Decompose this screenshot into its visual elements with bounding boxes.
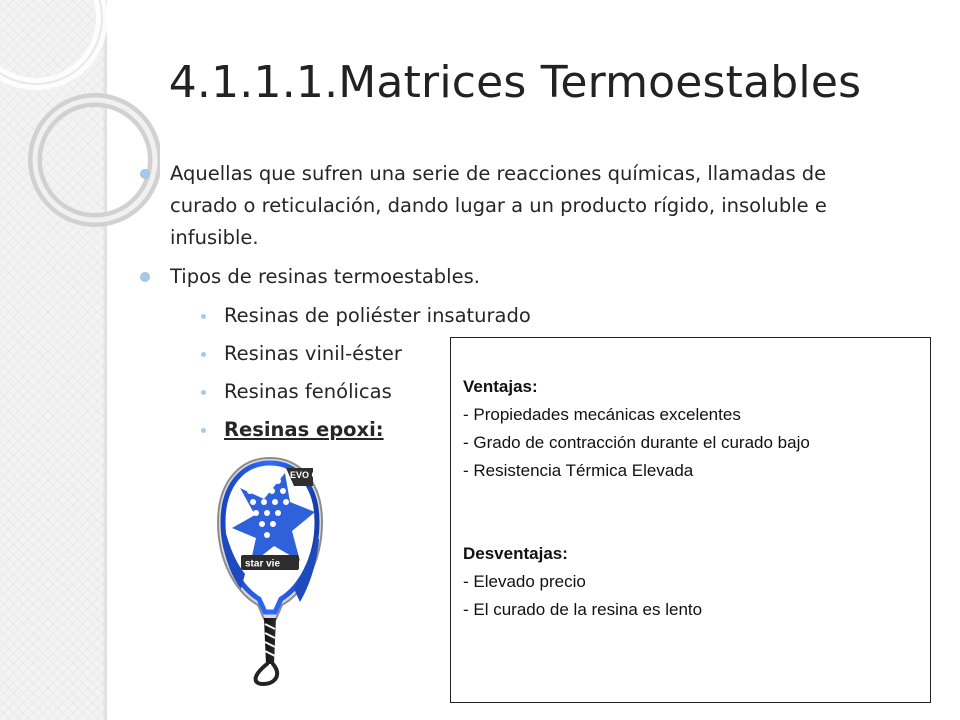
racket-brand-text: star vie [245, 558, 281, 570]
subbullet-text: Resinas vinil-éster [224, 342, 402, 365]
subbullet-icon [201, 390, 206, 395]
subbullet-text: Resinas de poliéster insaturado [224, 304, 531, 327]
bullet-icon [140, 272, 150, 282]
subbullet-icon [201, 428, 206, 433]
bullet-item [132, 261, 892, 293]
disadvantage-item: - Elevado precio [463, 572, 586, 591]
bullet-icon [140, 169, 150, 179]
bullet-text: Aquellas que sufren una serie de reacciones químicas, llamadas de curado o reticulación, dando lugar a un producto rígido, insoluble e infusible. [170, 162, 827, 249]
advantage-item: - Grado de contracción durante el curado bajo [463, 433, 810, 452]
epoxy-properties-box [450, 337, 931, 703]
bullet-item [132, 158, 892, 254]
left-decorative-panel [0, 0, 107, 720]
panel-edge [103, 0, 106, 720]
racket-model-text: EVO C3 [290, 470, 324, 480]
section-spacer [463, 485, 918, 540]
disadvantages-title: Desventajas: [463, 544, 568, 563]
bullet-text: Tipos de resinas termoestables. [170, 265, 480, 288]
advantages-title: Ventajas: [463, 377, 538, 396]
subbullet-item [132, 300, 892, 332]
subbullet-text-epoxi: Resinas epoxi: [224, 418, 384, 441]
subbullet-icon [201, 314, 206, 319]
padel-racket-image [206, 448, 334, 688]
subbullet-icon [201, 352, 206, 357]
page-title: 4.1.1.1.Matrices Termoestables [168, 57, 862, 108]
advantage-item: - Resistencia Térmica Elevada [463, 461, 694, 480]
advantage-item: - Propiedades mecánicas excelentes [463, 405, 741, 424]
subbullet-text: Resinas fenólicas [224, 380, 392, 403]
disadvantage-item: - El curado de la resina es lento [463, 600, 703, 619]
